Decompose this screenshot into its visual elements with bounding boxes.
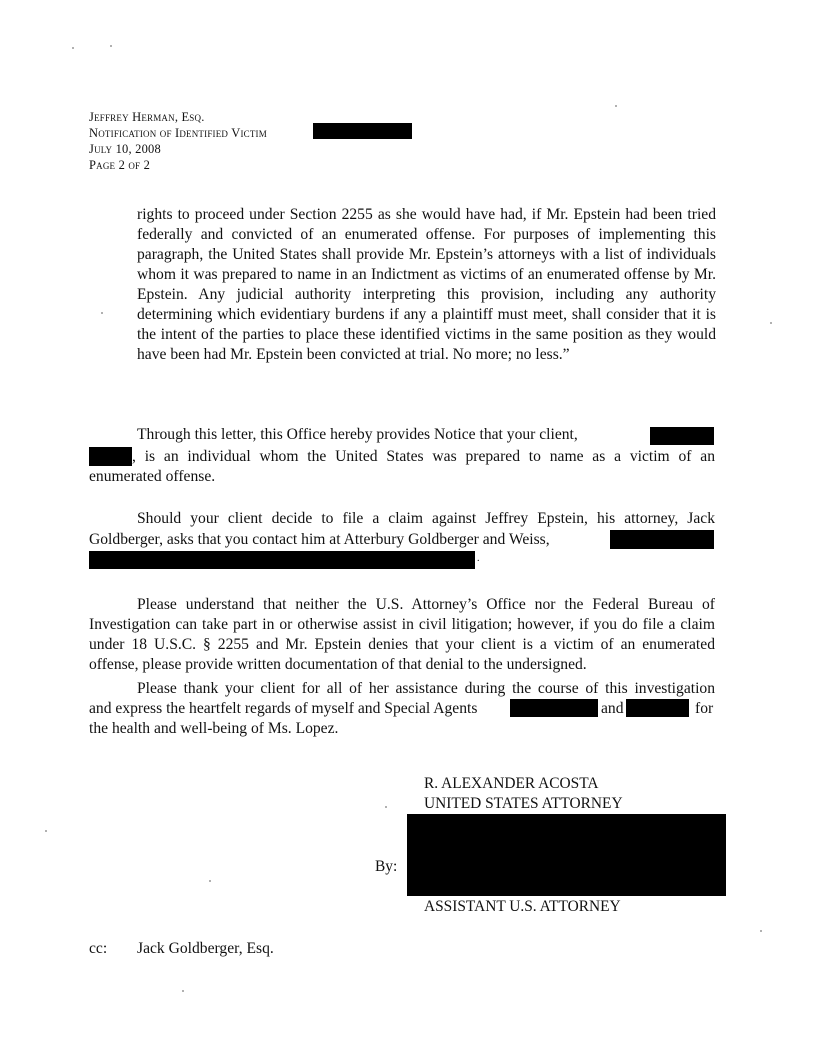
claim-line-2: Goldberger, asks that you contact him at Atterbury Goldberger and Weiss, [89, 531, 550, 548]
notice-line-2: , is an individual whom the United States was prepared to name as a victim of an [132, 448, 715, 465]
understand-paragraph: Please understand that neither the U.S. Attorney’s Office nor the Federal Bureau of Investigation can take part in or otherwise assist in civil litigation; however, if you do file a claim under 18 U.S.C. § 2255 and Mr. Epstein denies that your client is a victim of an enumerated offense, please provide written documentation of that denial to the undersigned. [89, 596, 715, 673]
signer-title: ASSISTANT U.S. ATTORNEY [424, 898, 621, 915]
thanks-line-1: Please thank your client for all of her assistance during the course of this investigation [137, 680, 715, 697]
thanks-and: and [601, 700, 624, 717]
notice-line-3: enumerated offense. [89, 468, 216, 485]
claim-line-1: Should your client decide to file a claim against Jeffrey Epstein, his attorney, Jack [137, 510, 715, 527]
scan-speck [209, 880, 211, 882]
redaction-box [89, 447, 132, 466]
redaction-box [510, 699, 598, 717]
header-date: July 10, 2008 [89, 142, 161, 156]
signature-name: R. ALEXANDER ACOSTA [424, 775, 599, 792]
redaction-box [313, 123, 412, 139]
scan-speck [385, 806, 387, 808]
redaction-box [610, 530, 714, 549]
cc-name: Jack Goldberger, Esq. [137, 940, 274, 957]
header-page: Page 2 of 2 [89, 158, 151, 172]
scan-speck [45, 830, 47, 832]
notice-line-1: Through this letter, this Office hereby provides Notice that your client, [137, 426, 578, 443]
scan-speck [110, 45, 112, 47]
scan-speck [770, 322, 772, 324]
signature-redaction [407, 814, 726, 896]
header-subject: Notification of Identified Victim [89, 126, 267, 140]
by-label: By: [375, 858, 398, 875]
redaction-box [626, 699, 689, 717]
redaction-box [650, 427, 714, 445]
claim-line-3: . [477, 553, 480, 564]
scan-speck [760, 930, 762, 932]
signature-title: UNITED STATES ATTORNEY [424, 795, 623, 812]
quote-paragraph: rights to proceed under Section 2255 as she would have had, if Mr. Epstein had been tried federally and convicted of an enumerated offense. For purposes of implementing this paragraph, the United States shall provide Mr. Epstein’s attorneys with a list of individuals whom it was prepared to name in an Indictment as victims of an enumerated offense by Mr. Epstein. Any judicial authority interpreting this provision, including any authority determining which evidentiary burdens if any a plaintiff must meet, shall consider that it is the intent of the parties to place these identified victims in the same position as they would have been had Mr. Epstein been convicted at trial. No more; no less.” [137, 206, 716, 363]
thanks-line-2: and express the heartfelt regards of myself and Special Agents [89, 700, 478, 717]
scan-speck [182, 990, 184, 992]
thanks-for: for [695, 700, 714, 717]
thanks-line-3: the health and well-being of Ms. Lopez. [89, 720, 339, 737]
scan-speck [72, 47, 74, 49]
scan-speck [101, 312, 103, 314]
header-addressee: Jeffrey Herman, Esq. [89, 110, 205, 124]
redaction-box [89, 551, 475, 569]
scan-speck [615, 105, 617, 107]
cc-label: cc: [89, 940, 108, 957]
